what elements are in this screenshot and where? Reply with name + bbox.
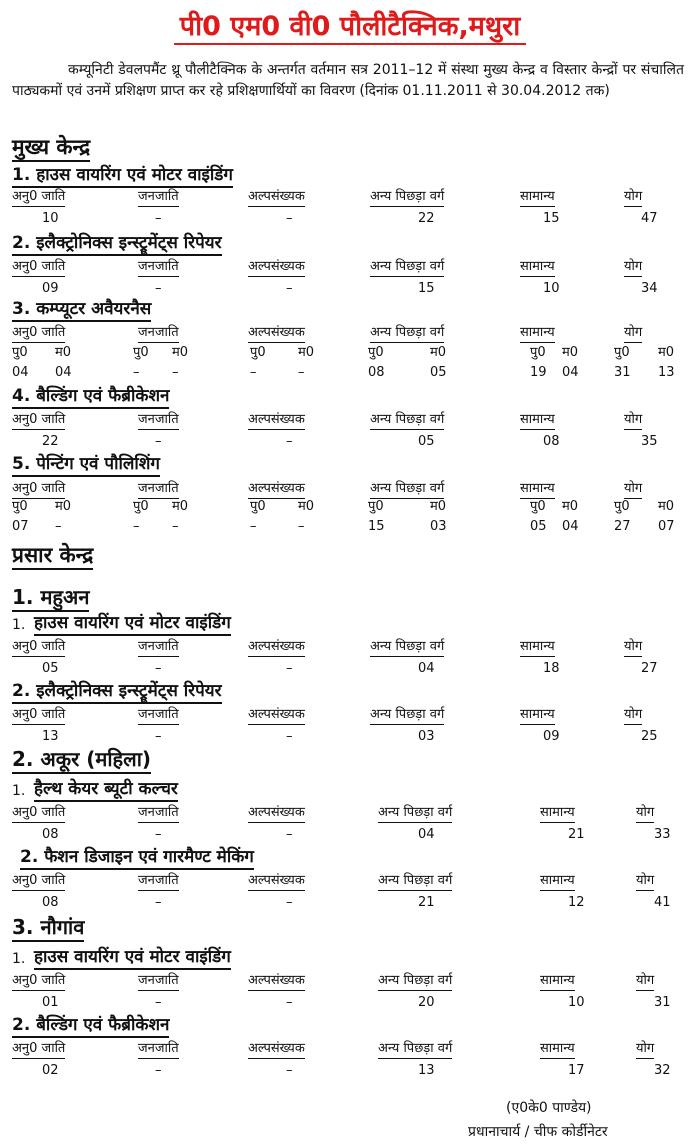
column-header-minority: अल्पसंख्यक — [248, 480, 305, 499]
value-total-male: 27 — [614, 519, 631, 534]
gender-female-label: म0 — [658, 345, 675, 360]
value-general: 10 — [543, 281, 560, 296]
value-minority-male: – — [250, 519, 257, 534]
course-title: 2. फैशन डिजाइन एवं गारमैण्ट मेकिंग — [20, 846, 254, 870]
gender-female-label: म0 — [298, 345, 315, 360]
value-total: 31 — [654, 995, 671, 1010]
signatory-name: (ए0के0 पाण्डेय) — [506, 1100, 592, 1116]
column-header-minority: अल्पसंख्यक — [248, 258, 305, 277]
column-header-obc: अन्य पिछड़ा वर्ग — [370, 480, 444, 499]
column-header-row — [0, 1040, 700, 1058]
value-st-female: – — [172, 519, 179, 534]
column-header-total: योग — [624, 480, 642, 499]
column-header-minority: अल्पसंख्यक — [248, 324, 305, 343]
value-obc: 04 — [418, 827, 435, 842]
column-header-minority: अल्पसंख्यक — [248, 706, 305, 725]
value-obc-male: 08 — [368, 365, 385, 380]
value-general: 17 — [568, 1063, 585, 1078]
gender-male-label: पु0 — [133, 499, 149, 514]
column-header-general: सामान्य — [520, 188, 555, 207]
value-general: 18 — [543, 661, 560, 676]
value-minority: – — [286, 211, 293, 226]
value-minority: – — [286, 434, 293, 449]
value-total-male: 31 — [614, 365, 631, 380]
value-sc: 05 — [42, 661, 59, 676]
column-header-row — [0, 804, 700, 822]
extension-heading: प्रसार केन्द्र — [12, 542, 93, 570]
data-row-split — [0, 518, 700, 536]
column-header-st: जनजाति — [138, 638, 179, 657]
gender-male-label: पु0 — [614, 499, 630, 514]
gender-female-label: म0 — [172, 499, 189, 514]
column-header-sc: अनु0 जाति — [12, 638, 65, 657]
course-title: 3. कम्प्यूटर अवैयरनैस — [12, 298, 151, 322]
column-header-obc: अन्य पिछड़ा वर्ग — [370, 324, 444, 343]
column-header-minority: अल्पसंख्यक — [248, 972, 305, 991]
gender-female-label: म0 — [430, 345, 447, 360]
value-minority-female: – — [298, 365, 305, 380]
value-general-female: 04 — [562, 519, 579, 534]
value-total: 47 — [641, 211, 658, 226]
column-header-general: सामान्य — [540, 1040, 575, 1059]
column-header-total: योग — [624, 638, 642, 657]
column-header-general: सामान्य — [540, 872, 575, 891]
value-minority: – — [286, 661, 293, 676]
value-obc: 03 — [418, 729, 435, 744]
value-st: – — [155, 434, 162, 449]
column-header-total: योग — [636, 972, 654, 991]
value-obc: 15 — [418, 281, 435, 296]
course-title: 4. बैल्डिंग एवं फैब्रीकेशन — [12, 385, 169, 409]
column-header-minority: अल्पसंख्यक — [248, 872, 305, 891]
column-header-row — [0, 258, 700, 276]
column-header-minority: अल्पसंख्यक — [248, 1040, 305, 1059]
value-total: 41 — [654, 895, 671, 910]
column-header-st: जनजाति — [138, 480, 179, 499]
column-header-total: योग — [624, 188, 642, 207]
value-sc: 08 — [42, 827, 59, 842]
value-total: 35 — [641, 434, 658, 449]
value-general: 12 — [568, 895, 585, 910]
column-header-st: जनजाति — [138, 804, 179, 823]
value-obc: 05 — [418, 434, 435, 449]
value-sc: 01 — [42, 995, 59, 1010]
column-header-sc: अनु0 जाति — [12, 706, 65, 725]
value-obc-male: 15 — [368, 519, 385, 534]
value-minority: – — [286, 1063, 293, 1078]
value-obc: 13 — [418, 1063, 435, 1078]
value-sc: 02 — [42, 1063, 59, 1078]
column-header-general: सामान्य — [540, 804, 575, 823]
column-header-total: योग — [624, 706, 642, 725]
column-header-minority: अल्पसंख्यक — [248, 411, 305, 430]
column-header-st: जनजाति — [138, 706, 179, 725]
value-general-female: 04 — [562, 365, 579, 380]
column-header-minority: अल्पसंख्यक — [248, 804, 305, 823]
column-header-st: जनजाति — [138, 324, 179, 343]
course-title: 2. बैल्डिंग एवं फैब्रीकेशन — [12, 1014, 169, 1038]
value-general: 21 — [568, 827, 585, 842]
value-total-female: 13 — [658, 365, 675, 380]
column-header-obc: अन्य पिछड़ा वर्ग — [378, 1040, 452, 1059]
value-minority: – — [286, 895, 293, 910]
value-total: 33 — [654, 827, 671, 842]
column-header-obc: अन्य पिछड़ा वर्ग — [370, 638, 444, 657]
column-header-total: योग — [636, 1040, 654, 1059]
value-sc: 08 — [42, 895, 59, 910]
course-title: 5. पेन्टिंग एवं पौलिशिंग — [12, 453, 160, 477]
value-obc: 21 — [418, 895, 435, 910]
value-general: 08 — [543, 434, 560, 449]
column-header-total: योग — [624, 411, 642, 430]
column-header-sc: अनु0 जाति — [12, 258, 65, 277]
column-header-general: सामान्य — [520, 411, 555, 430]
course-title: 1. हाउस वायरिंग एवं मोटर वाइंडिंग — [12, 164, 233, 188]
title-text: पी0 एम0 वी0 पौलीटैक्निक,मथुरा — [174, 11, 526, 45]
value-st-female: – — [172, 365, 179, 380]
column-header-row — [0, 480, 700, 498]
value-minority-male: – — [250, 365, 257, 380]
course-title: हाउस वायरिंग एवं मोटर वाइंडिंग — [34, 612, 231, 636]
gender-male-label: पु0 — [12, 499, 28, 514]
value-sc: 13 — [42, 729, 59, 744]
column-header-st: जनजाति — [138, 188, 179, 207]
column-header-sc: अनु0 जाति — [12, 804, 65, 823]
column-header-st: जनजाति — [138, 972, 179, 991]
value-total: 25 — [641, 729, 658, 744]
column-header-minority: अल्पसंख्यक — [248, 638, 305, 657]
course-number: 1. — [12, 617, 26, 633]
signatory-designation: प्रधानाचार्य / चीफ कोर्डीनेटर — [468, 1124, 608, 1140]
document-title — [0, 10, 700, 44]
gender-male-label: पु0 — [368, 345, 384, 360]
gender-header-row — [0, 344, 700, 362]
gender-female-label: म0 — [55, 345, 72, 360]
value-st: – — [155, 1063, 162, 1078]
data-row — [0, 994, 700, 1012]
data-row — [0, 210, 700, 228]
column-header-general: सामान्य — [520, 706, 555, 725]
extension-center-name: 2. अकूर (महिला) — [12, 746, 151, 774]
value-general: 10 — [568, 995, 585, 1010]
course-number: 1. — [12, 783, 26, 799]
column-header-obc: अन्य पिछड़ा वर्ग — [370, 188, 444, 207]
value-sc: 10 — [42, 211, 59, 226]
value-general: 15 — [543, 211, 560, 226]
column-header-minority: अल्पसंख्यक — [248, 188, 305, 207]
gender-female-label: म0 — [430, 499, 447, 514]
value-st: – — [155, 895, 162, 910]
gender-male-label: पु0 — [614, 345, 630, 360]
value-sc-male: 04 — [12, 365, 29, 380]
value-sc-female: 04 — [55, 365, 72, 380]
course-title: 2. इलैक्ट्रोनिक्स इन्स्ट्रूमेंट्स रिपेयर — [12, 232, 222, 256]
gender-male-label: पु0 — [530, 345, 546, 360]
data-row — [0, 894, 700, 912]
data-row — [0, 826, 700, 844]
column-header-row — [0, 872, 700, 890]
column-header-st: जनजाति — [138, 258, 179, 277]
gender-female-label: म0 — [172, 345, 189, 360]
column-header-st: जनजाति — [138, 411, 179, 430]
column-header-sc: अनु0 जाति — [12, 972, 65, 991]
value-general-male: 05 — [530, 519, 547, 534]
value-st: – — [155, 211, 162, 226]
column-header-sc: अनु0 जाति — [12, 872, 65, 891]
gender-female-label: म0 — [562, 345, 579, 360]
gender-male-label: पु0 — [133, 345, 149, 360]
data-row — [0, 660, 700, 678]
value-st: – — [155, 281, 162, 296]
column-header-total: योग — [636, 872, 654, 891]
column-header-total: योग — [636, 804, 654, 823]
column-header-obc: अन्य पिछड़ा वर्ग — [370, 706, 444, 725]
value-st: – — [155, 729, 162, 744]
value-obc: 04 — [418, 661, 435, 676]
column-header-obc: अन्य पिछड़ा वर्ग — [378, 804, 452, 823]
course-number: 1. — [12, 951, 26, 967]
column-header-obc: अन्य पिछड़ा वर्ग — [378, 872, 452, 891]
column-header-st: जनजाति — [138, 1040, 179, 1059]
value-minority: – — [286, 995, 293, 1010]
gender-male-label: पु0 — [250, 345, 266, 360]
value-st: – — [155, 661, 162, 676]
value-total-female: 07 — [658, 519, 675, 534]
column-header-sc: अनु0 जाति — [12, 480, 65, 499]
value-st-male: – — [133, 365, 140, 380]
column-header-row — [0, 188, 700, 206]
value-sc: 22 — [42, 434, 59, 449]
column-header-general: सामान्य — [520, 324, 555, 343]
column-header-row — [0, 638, 700, 656]
value-minority-female: – — [298, 519, 305, 534]
data-row — [0, 280, 700, 298]
value-st-male: – — [133, 519, 140, 534]
column-header-total: योग — [624, 324, 642, 343]
course-title: हैल्थ केयर ब्यूटी कल्चर — [34, 778, 178, 802]
column-header-row — [0, 972, 700, 990]
column-header-sc: अनु0 जाति — [12, 1040, 65, 1059]
gender-male-label: पु0 — [12, 345, 28, 360]
gender-female-label: म0 — [562, 499, 579, 514]
column-header-general: सामान्य — [540, 972, 575, 991]
gender-male-label: पु0 — [368, 499, 384, 514]
value-general: 09 — [543, 729, 560, 744]
gender-male-label: पु0 — [530, 499, 546, 514]
data-row-split — [0, 364, 700, 382]
course-title: 2. इलैक्ट्रोनिक्स इन्स्ट्रूमेंट्स रिपेयर — [12, 680, 222, 704]
value-sc-male: 07 — [12, 519, 29, 534]
column-header-sc: अनु0 जाति — [12, 324, 65, 343]
column-header-obc: अन्य पिछड़ा वर्ग — [370, 258, 444, 277]
column-header-general: सामान्य — [520, 258, 555, 277]
column-header-sc: अनु0 जाति — [12, 411, 65, 430]
value-st: – — [155, 827, 162, 842]
gender-female-label: म0 — [298, 499, 315, 514]
value-obc: 20 — [418, 995, 435, 1010]
gender-female-label: म0 — [658, 499, 675, 514]
extension-center-name: 1. महुअन — [12, 584, 89, 612]
column-header-st: जनजाति — [138, 872, 179, 891]
data-row — [0, 433, 700, 451]
gender-male-label: पु0 — [250, 499, 266, 514]
column-header-row — [0, 411, 700, 429]
value-sc: 09 — [42, 281, 59, 296]
data-row — [0, 728, 700, 746]
intro-paragraph: कम्यूनिटी डेवलपमैंट थ्रू पौलीटैक्निक के अन्तर्गत वर्तमान सत्र 2011–12 में संस्था मुख्य केन्द्र व विस्तार केन्द्रों पर संचालित पाठ्यकमों एवं उनमें प्रशिक्षण प्राप्त कर रहे प्रशिक्षणार्थियों का विवरण (दिनांक 01.11.2011 से 30.04.2012 तक) — [12, 62, 684, 99]
value-obc: 22 — [418, 211, 435, 226]
value-minority: – — [286, 281, 293, 296]
column-header-obc: अन्य पिछड़ा वर्ग — [378, 972, 452, 991]
column-header-row — [0, 324, 700, 342]
course-title: हाउस वायरिंग एवं मोटर वाइंडिंग — [34, 946, 231, 970]
data-row — [0, 1062, 700, 1080]
value-minority: – — [286, 827, 293, 842]
gender-female-label: म0 — [55, 499, 72, 514]
value-general-male: 19 — [530, 365, 547, 380]
value-total: 27 — [641, 661, 658, 676]
value-obc-female: 05 — [430, 365, 447, 380]
extension-center-name: 3. नौगांव — [12, 914, 84, 942]
column-header-general: सामान्य — [520, 480, 555, 499]
value-total: 34 — [641, 281, 658, 296]
value-obc-female: 03 — [430, 519, 447, 534]
column-header-row — [0, 706, 700, 724]
value-total: 32 — [654, 1063, 671, 1078]
column-header-sc: अनु0 जाति — [12, 188, 65, 207]
value-minority: – — [286, 729, 293, 744]
column-header-total: योग — [624, 258, 642, 277]
value-st: – — [155, 995, 162, 1010]
main-center-heading: मुख्य केन्द्र — [12, 134, 90, 162]
column-header-obc: अन्य पिछड़ा वर्ग — [370, 411, 444, 430]
gender-header-row — [0, 498, 700, 516]
column-header-general: सामान्य — [520, 638, 555, 657]
value-sc-female: – — [55, 519, 62, 534]
